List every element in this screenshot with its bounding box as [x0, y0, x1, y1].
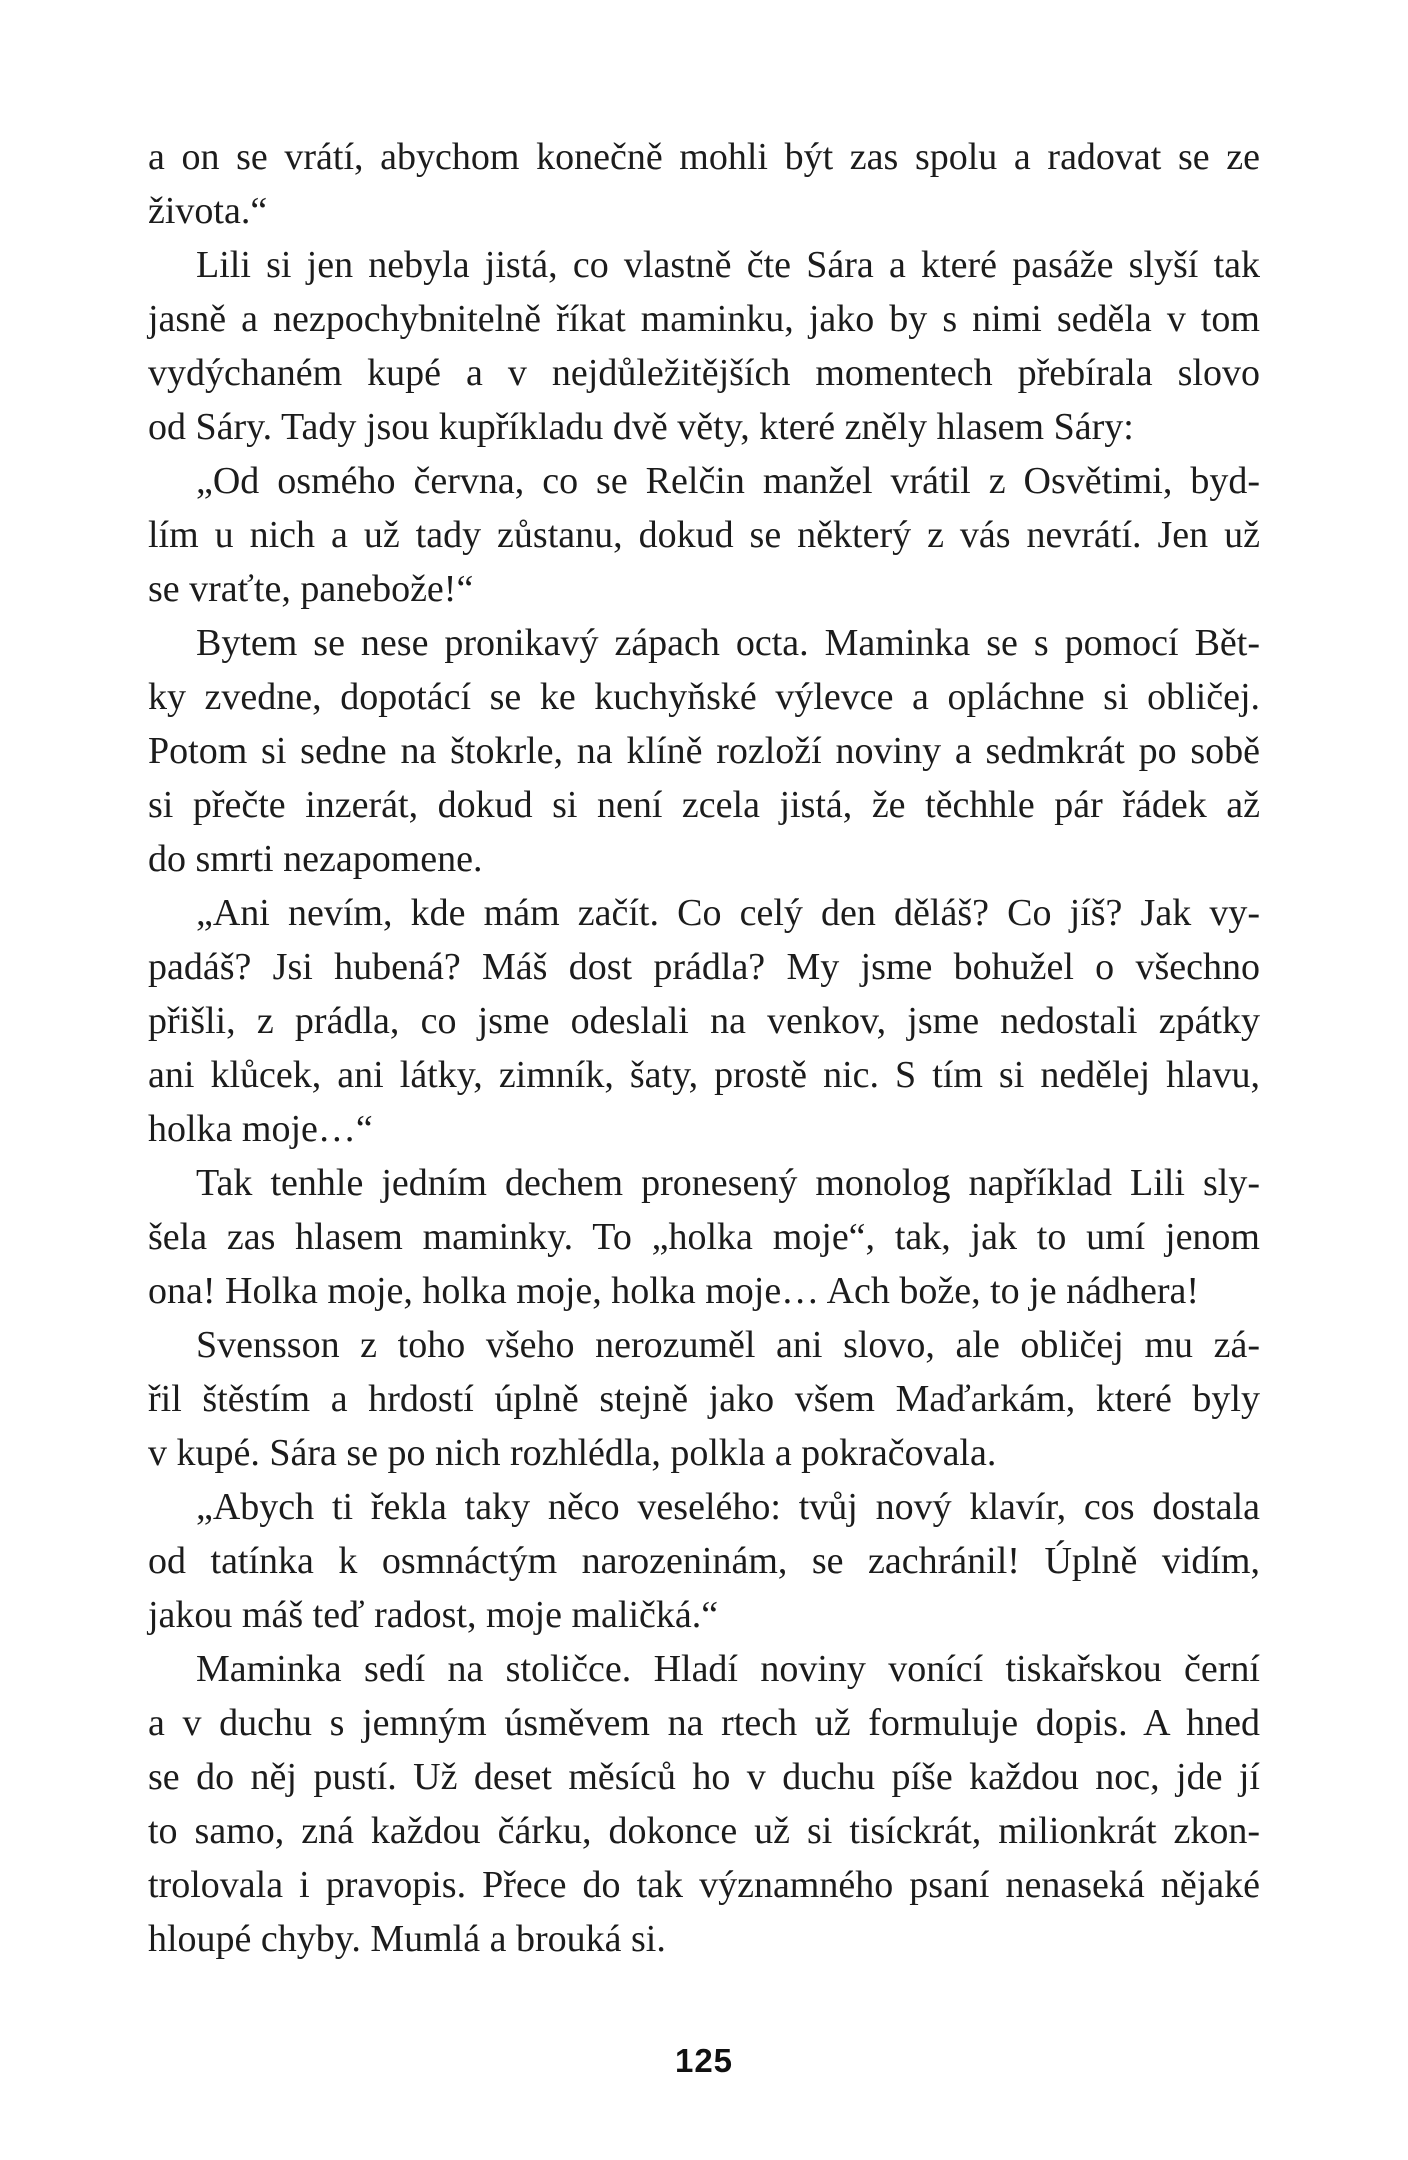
- text-line: jakou máš teď radost, moje maličká.“: [148, 1594, 719, 1636]
- text-line: „Od osmého června, co se Relčin manžel vrátil z Osvětimi, byd-: [196, 460, 1260, 502]
- text-line: ona! Holka moje, holka moje, holka moje… Ach bože, to je nádhera!: [148, 1270, 1200, 1312]
- text-line: lím u nich a už tady zůstanu, dokud se některý z vás nevrátí. Jen už: [148, 514, 1260, 556]
- text-line: a v duchu s jemným úsměvem na rtech už formuluje dopis. A hned: [148, 1702, 1260, 1744]
- text-line: padáš? Jsi hubená? Máš dost prádla? My jsme bohužel o všechno: [148, 946, 1260, 988]
- text-line: vydýchaném kupé a v nejdůležitějších momentech přebírala slovo: [148, 352, 1260, 394]
- page-number: 125: [674, 2042, 734, 2079]
- text-line: od tatínka k osmnáctým narozeninám, se zachránil! Úplně vidím,: [148, 1540, 1260, 1582]
- text-line: hloupé chyby. Mumlá a brouká si.: [148, 1918, 666, 1960]
- text-line: života.“: [148, 190, 268, 232]
- text-line: a on se vrátí, abychom konečně mohli být zas spolu a radovat se ze: [148, 136, 1260, 178]
- text-line: se do něj pustí. Už deset měsíců ho v duchu píše každou noc, jde jí: [148, 1756, 1260, 1798]
- body-text: [148, 130, 1260, 1966]
- text-line: Lili si jen nebyla jistá, co vlastně čte Sára a které pasáže slyší tak: [196, 244, 1260, 286]
- text-line: trolovala i pravopis. Přece do tak významného psaní nenaseká nějaké: [148, 1864, 1260, 1906]
- text-line: si přečte inzerát, dokud si není zcela jistá, že těchhle pár řádek až: [148, 784, 1260, 826]
- text-line: to samo, zná každou čárku, dokonce už si tisíckrát, milionkrát zkon-: [148, 1810, 1260, 1852]
- text-line: řil štěstím a hrdostí úplně stejně jako všem Maďarkám, které byly: [148, 1378, 1260, 1420]
- text-line: Tak tenhle jedním dechem pronesený monolog například Lili sly-: [196, 1162, 1260, 1204]
- text-line: holka moje…“: [148, 1108, 373, 1150]
- text-line: do smrti nezapomene.: [148, 838, 483, 880]
- text-line: ani klůcek, ani látky, zimník, šaty, prostě nic. S tím si nedělej hlavu,: [148, 1054, 1260, 1096]
- text-line: „Abych ti řekla taky něco veselého: tvůj nový klavír, cos dostala: [196, 1486, 1260, 1528]
- text-line: od Sáry. Tady jsou kupříkladu dvě věty, které zněly hlasem Sáry:: [148, 406, 1134, 448]
- text-line: ky zvedne, dopotácí se ke kuchyňské výlevce a opláchne si obličej.: [148, 676, 1260, 718]
- text-line: Potom si sedne na štokrle, na klíně rozloží noviny a sedmkrát po sobě: [148, 730, 1260, 772]
- text-line: Maminka sedí na stoličce. Hladí noviny vonící tiskařskou černí: [196, 1648, 1260, 1690]
- text-line: Svensson z toho všeho nerozuměl ani slovo, ale obličej mu zá-: [196, 1324, 1260, 1366]
- text-line: Bytem se nese pronikavý zápach octa. Maminka se s pomocí Bět-: [196, 622, 1260, 664]
- text-line: přišli, z prádla, co jsme odeslali na venkov, jsme nedostali zpátky: [148, 1000, 1260, 1042]
- text-line: se vraťte, panebože!“: [148, 568, 474, 610]
- text-line: šela zas hlasem maminky. To „holka moje“, tak, jak to umí jenom: [148, 1216, 1260, 1258]
- text-line: v kupé. Sára se po nich rozhlédla, polkla a pokračovala.: [148, 1432, 997, 1474]
- text-line: jasně a nezpochybnitelně říkat maminku, jako by s nimi seděla v tom: [148, 298, 1260, 340]
- text-line: „Ani nevím, kde mám začít. Co celý den děláš? Co jíš? Jak vy-: [196, 892, 1260, 934]
